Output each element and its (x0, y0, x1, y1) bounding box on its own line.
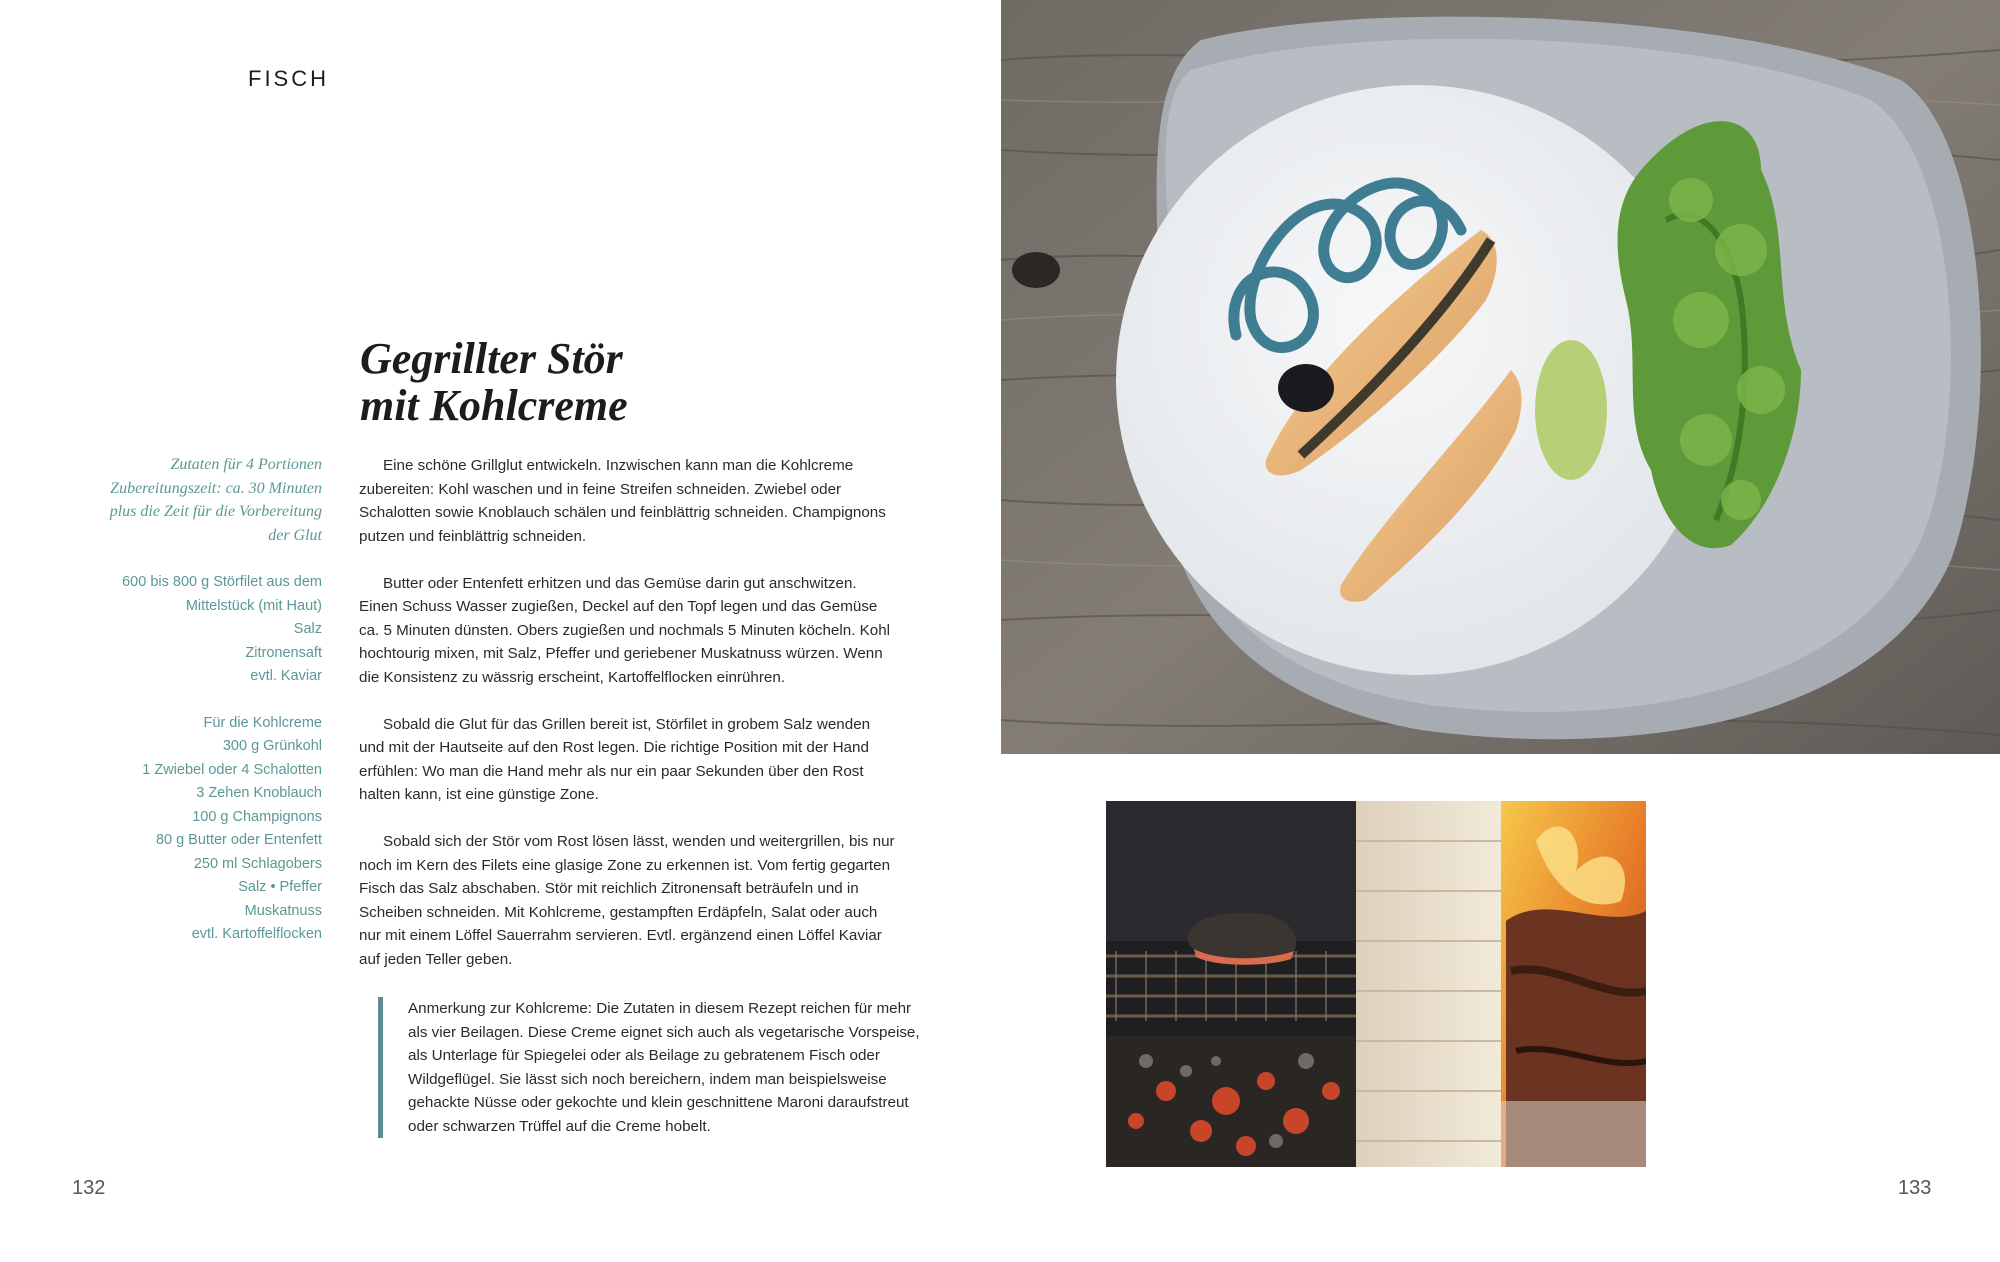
recipe-note: Anmerkung zur Kohlcreme: Die Zutaten in diesem Rezept reichen für mehr als vier Beilagen. Diese Creme eignet sich auch als vegetarische Vorspeise, als Unterlage für Spiegelei oder als Beilage zu gebratenem Fisch oder Wildgeflügel. Sie lässt sich noch bereichern, indem man beispielsweise gehackte Nüsse oder gekochte und klein geschnittene Maroni daraufstreut oder schwarzen Trüffel auf die Creme hobelt. (378, 997, 928, 1138)
instruction-paragraph: Sobald die Glut für das Grillen bereit ist, Störfilet in grobem Salz wenden und mit der Hautseite auf den Rost legen. Die richtige Position mit der Hand erfühlen: Wo man die Hand mehr als nur ein paar Sekunden über den Rost halten kann, ist eine günstige Zone. (359, 715, 871, 803)
section-label: FISCH (248, 66, 329, 91)
meta-line: plus die Zeit für die Vorbereitung (109, 503, 322, 520)
ingredient-item: Zitronensaft (245, 644, 322, 661)
ingredient-item: 1 Zwiebel oder 4 Schalotten (142, 761, 322, 778)
ingredient-item: 250 ml Schlagobers (193, 855, 322, 872)
recipe-instructions (359, 454, 899, 995)
ingredient-list-kohlcreme (40, 712, 322, 947)
ingredient-item: 100 g Champignons (192, 808, 322, 825)
ingredient-group-heading: Für die Kohlcreme (203, 714, 322, 731)
ingredient-list-main (40, 571, 322, 689)
meta-line: der Glut (268, 526, 322, 544)
recipe-title-line: Gegrillter Stör (360, 334, 623, 383)
ingredient-item: Salz (293, 621, 322, 637)
meta-line: Zutaten für 4 Portionen (170, 456, 322, 473)
recipe-title-line: mit Kohlcreme (360, 381, 628, 430)
photo-grill-fire (1106, 801, 1646, 1167)
instruction-paragraph: Sobald sich der Stör vom Rost lösen lässt, wenden und weitergrillen, bis nur noch im Kern des Filets eine glasige Zone zu erkennen ist. Vom fertig gegarten Fisch das Salz abschaben. Stör mit reichlich Zitronensaft beträufeln und in Scheiben schneiden. Mit Kohlcreme, gestampften Erdäpfeln, Salat oder auch nur mit einem Löffel Sauerrahm servieren. Evtl. ergänzend einen Löffel Kaviar auf jeden Teller geben. (359, 833, 895, 968)
recipe-title (360, 335, 920, 429)
recipe-meta (40, 453, 322, 547)
ingredient-item: 80 g Butter oder Entenfett (155, 832, 322, 848)
page-number-left: 132 (72, 1177, 106, 1199)
ingredient-item: 600 bis 800 g Störfilet aus dem (122, 574, 322, 590)
photo-plated-dish (1001, 0, 2000, 754)
ingredients-sidebar (40, 453, 322, 970)
page-number-right: 133 (1898, 1177, 1932, 1199)
ingredient-item: 3 Zehen Knoblauch (196, 785, 322, 801)
meta-line: Zubereitungszeit: ca. 30 Minuten (110, 479, 322, 497)
instruction-paragraph: Eine schöne Grillglut entwickeln. Inzwischen kann man die Kohlcreme zubereiten: Kohl waschen und in feine Streifen schneiden. Zwiebel oder Schalotten sowie Knoblauch schälen und feinblättrig schneiden. Champignons putzen und feinblättrig schneiden. (359, 457, 886, 545)
instruction-paragraph: Butter oder Entenfett erhitzen und das Gemüse darin gut anschwitzen. Einen Schuss Wasser zugießen, Deckel auf den Topf legen und das Gemüse ca. 5 Minuten dünsten. Obers zugießen und nochmals 5 Minuten köcheln. Kohl hochtourig mixen, mit Salz, Pfeffer und geriebener Muskatnuss würzen. Wenn die Konsistenz zu wässrig erscheint, Kartoffelflocken einrühren. (359, 574, 891, 686)
ingredient-item: Salz • Pfeffer (238, 879, 322, 895)
ingredient-item: Muskatnuss (244, 902, 322, 919)
ingredient-item: 300 g Grünkohl (222, 738, 322, 754)
ingredient-item: evtl. Kaviar (250, 668, 322, 684)
ingredient-item: evtl. Kartoffelflocken (191, 926, 322, 942)
ingredient-item: Mittelstück (mit Haut) (185, 597, 322, 614)
